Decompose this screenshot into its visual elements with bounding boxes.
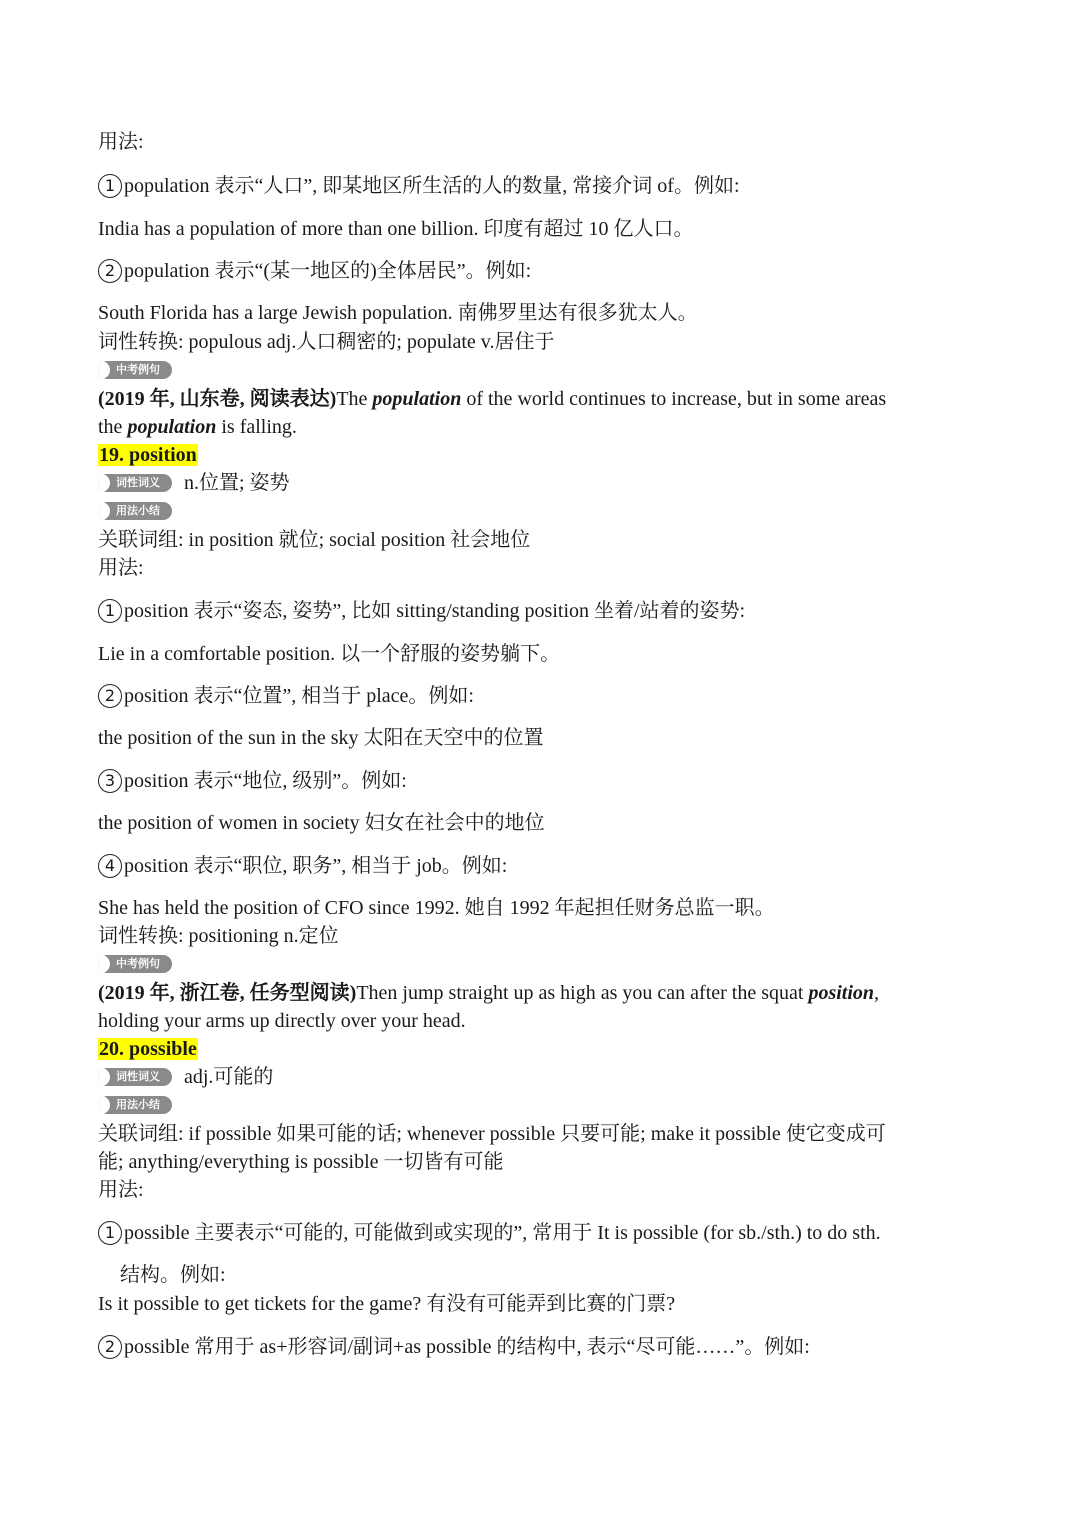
usage-text: position 表示“职位, 职务”, 相当于 job。例如:: [124, 855, 508, 877]
keyword: population: [372, 388, 462, 410]
usage-text: possible 常用于 as+形容词/副词+as possible 的结构中, 表示“尽可能……”。例如:: [124, 1336, 810, 1358]
usage-label: 用法:: [98, 131, 144, 153]
exam-example-badge: 中考例句: [98, 361, 172, 379]
exam-text: the: [98, 416, 128, 438]
usage-summary-badge: 用法小结: [98, 1096, 172, 1114]
usage-text: possible 主要表示“可能的, 可能做到或实现的”, 常用于 It is possible (for sb./sth.) to do sth.: [124, 1222, 881, 1244]
usage-example-1: India has a population of more than one billion. 印度有超过 10 亿人口。: [98, 218, 694, 240]
circled-number: 3: [98, 769, 122, 793]
word-meaning-badge: 词性词义: [98, 474, 172, 492]
usage-label: 用法:: [98, 557, 144, 579]
related-phrases-line-2: 能; anything/everything is possible 一切皆有可能: [98, 1151, 504, 1173]
circled-number: 2: [98, 1335, 122, 1359]
exam-text: is falling.: [216, 416, 297, 438]
circled-number: 1: [98, 599, 122, 623]
exam-sentence-line-1: [98, 979, 879, 1007]
exam-sentence-line-1: [98, 385, 886, 413]
usage-example-4: She has held the position of CFO since 1992. 她自 1992 年起担任财务总监一职。: [98, 897, 775, 919]
word-meaning: [98, 469, 290, 497]
exam-sentence-line-2: holding your arms up directly over your head.: [98, 1010, 466, 1032]
meaning-text: n.位置; 姿势: [184, 472, 290, 494]
circled-number: 1: [98, 174, 122, 198]
usage-item-2: [98, 257, 531, 285]
heading-highlight: 19. position: [99, 444, 197, 466]
exam-example-badge: 中考例句: [98, 955, 172, 973]
usage-example-2: South Florida has a large Jewish population. 南佛罗里达有很多犹太人。: [98, 302, 698, 324]
usage-summary-badge: 用法小结: [98, 502, 172, 520]
usage-item-2: [98, 682, 474, 710]
usage-item-3: [98, 767, 407, 795]
exam-source: (2019 年, 山东卷, 阅读表达): [98, 388, 337, 410]
usage-text: population 表示“(某一地区的)全体居民”。例如:: [124, 260, 532, 282]
usage-example-1: Is it possible to get tickets for the game? 有没有可能弄到比赛的门票?: [98, 1293, 676, 1315]
exam-text: of the world continues to increase, but in some areas: [461, 388, 887, 410]
circled-number: 2: [98, 684, 122, 708]
exam-text: The: [336, 388, 373, 410]
exam-source: (2019 年, 浙江卷, 任务型阅读): [98, 982, 357, 1004]
meaning-text: adj.可能的: [184, 1066, 274, 1088]
keyword: position: [808, 982, 875, 1004]
heading-highlight: 20. possible: [99, 1038, 197, 1060]
entry-heading-possible: [98, 1035, 198, 1063]
related-phrases: 关联词组: in position 就位; social position 社会地位: [98, 529, 531, 551]
usage-example-2: the position of the sun in the sky 太阳在天空中的位置: [98, 727, 544, 749]
entry-heading-position: [98, 441, 198, 469]
word-meaning: [98, 1063, 273, 1091]
exam-text: ,: [874, 982, 880, 1004]
usage-item-1: [98, 172, 740, 200]
circled-number: 4: [98, 854, 122, 878]
exam-text: Then jump straight up as high as you can after the squat: [356, 982, 809, 1004]
usage-label: 用法:: [98, 1179, 144, 1201]
word-conversion: 词性转换: positioning n.定位: [98, 925, 339, 947]
usage-example-3: the position of women in society 妇女在社会中的地位: [98, 812, 545, 834]
usage-item-1: [98, 597, 745, 625]
usage-item-2: [98, 1333, 810, 1361]
circled-number: 1: [98, 1221, 122, 1245]
word-meaning-badge: 词性词义: [98, 1068, 172, 1086]
usage-text: position 表示“位置”, 相当于 place。例如:: [124, 685, 474, 707]
usage-item-4: [98, 852, 507, 880]
circled-number: 2: [98, 259, 122, 283]
usage-item-1: [98, 1219, 881, 1247]
exam-sentence-line-2: [98, 413, 297, 441]
usage-text: population 表示“人口”, 即某地区所生活的人的数量, 常接介词 of。例如:: [124, 175, 740, 197]
keyword: population: [127, 416, 217, 438]
word-conversion: 词性转换: populous adj.人口稠密的; populate v.居住于: [98, 331, 555, 353]
usage-example-1: Lie in a comfortable position. 以一个舒服的姿势躺下。: [98, 643, 561, 665]
related-phrases-line-1: 关联词组: if possible 如果可能的话; whenever possible 只要可能; make it possible 使它变成可: [98, 1123, 886, 1145]
usage-text: position 表示“姿态, 姿势”, 比如 sitting/standing position 坐着/站着的姿势:: [124, 600, 746, 622]
usage-text: position 表示“地位, 级别”。例如:: [124, 770, 407, 792]
usage-item-1-continued: 结构。例如:: [120, 1264, 226, 1286]
